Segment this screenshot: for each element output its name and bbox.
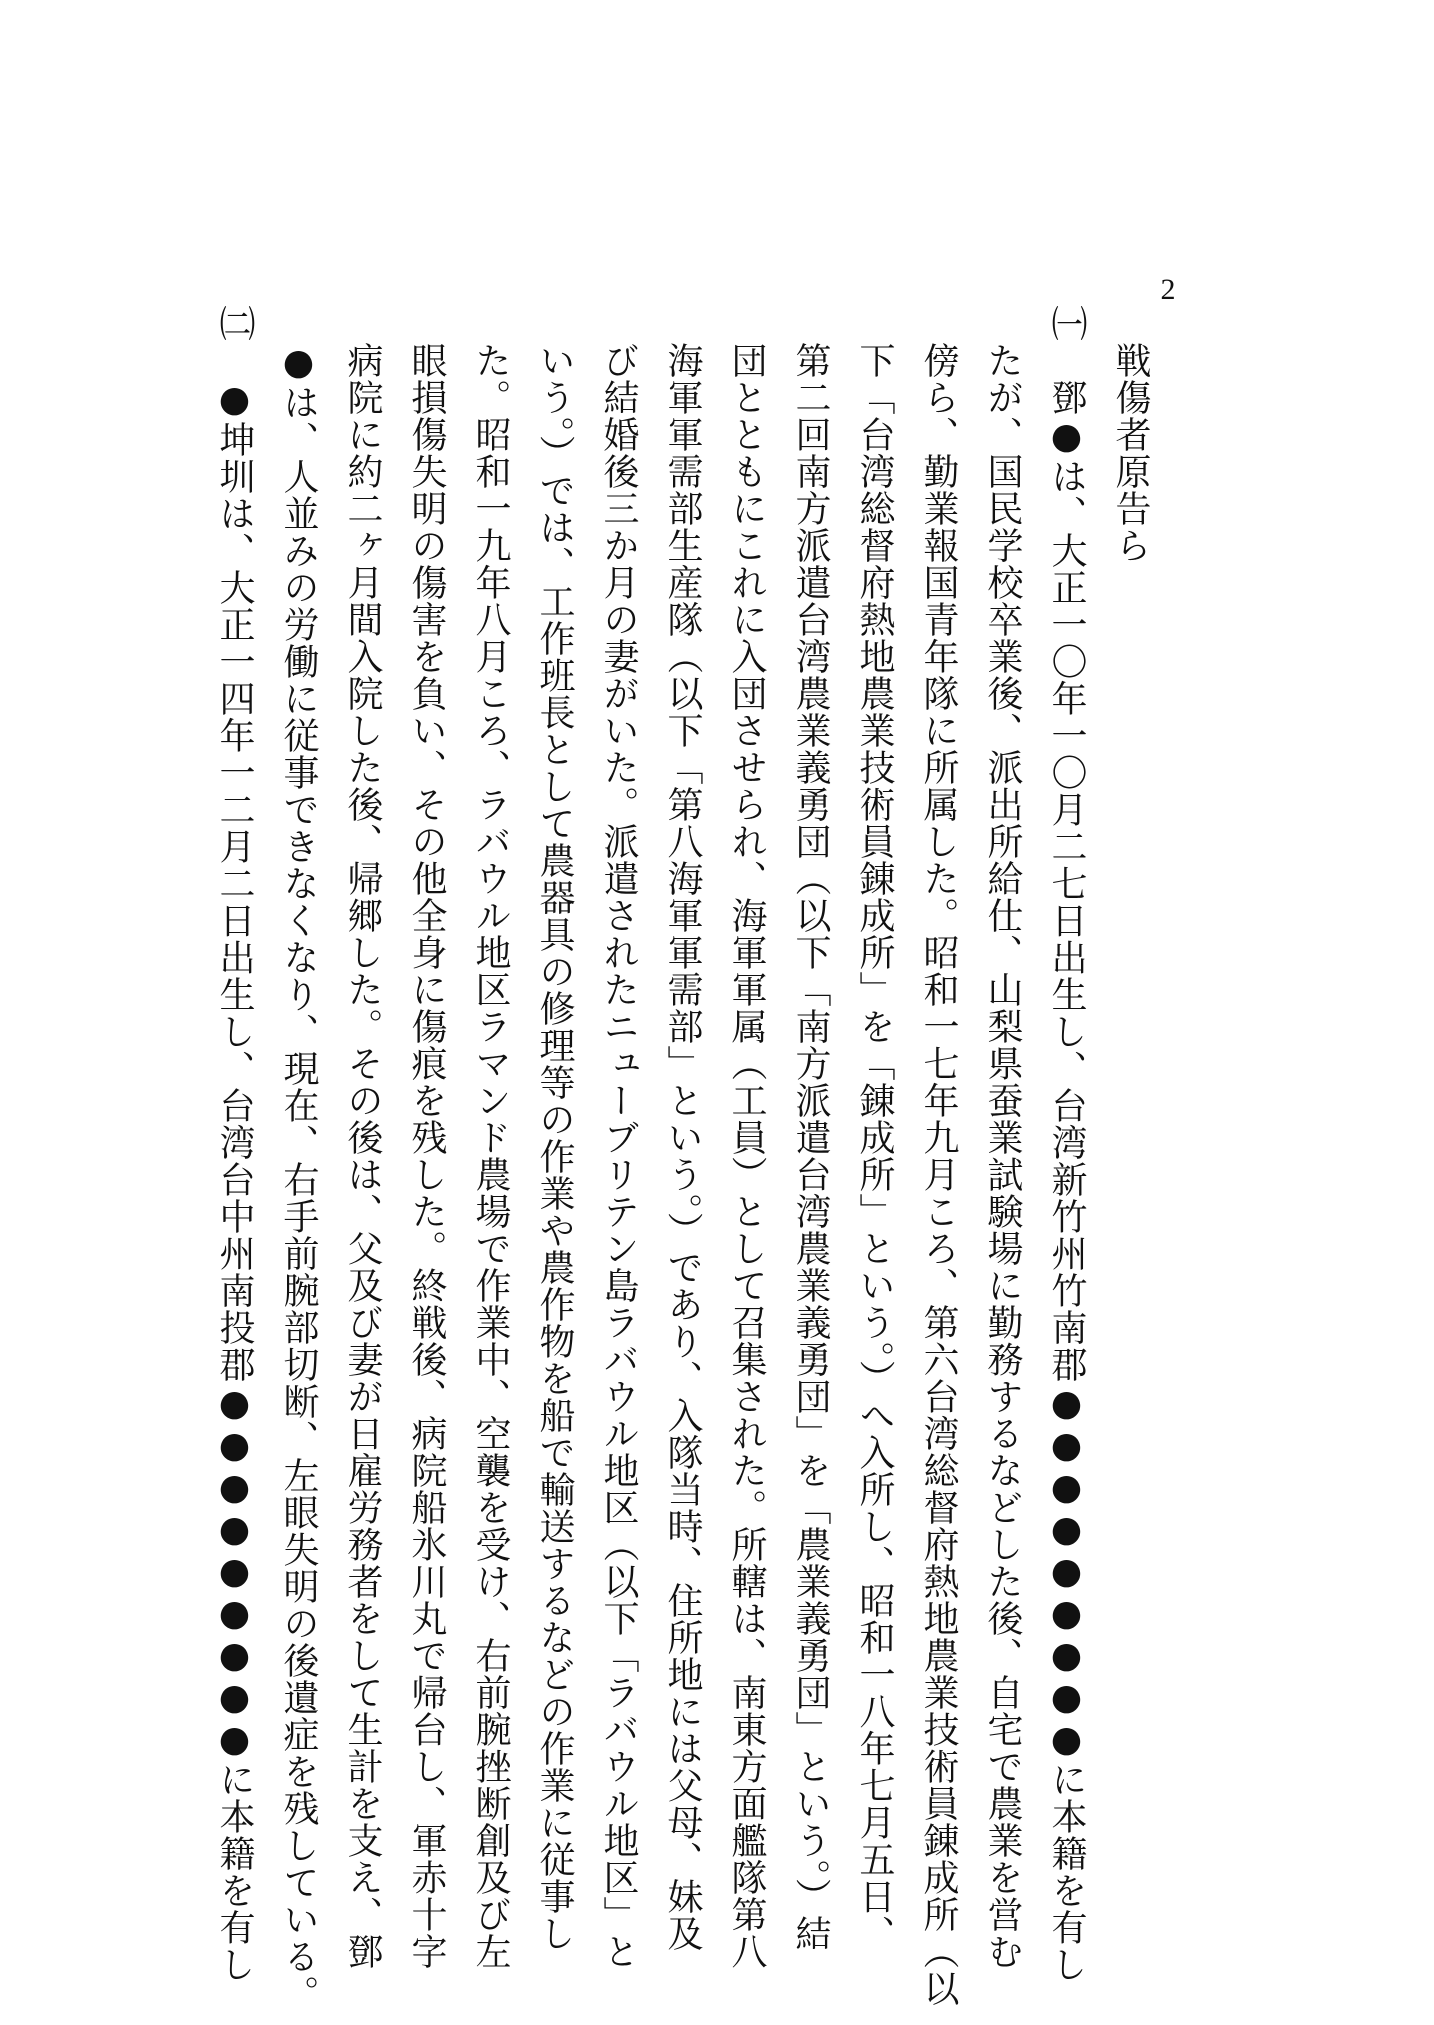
text-line: 戦傷者原告ら bbox=[1110, 305, 1151, 564]
text-line: ㈡ ●坤圳は、大正一四年一二月二日出生し、台湾台中州南投郡●●●●●●●●●に本籍を有し bbox=[214, 305, 255, 1983]
text-line: 団とともにこれに入団させられ、海軍軍属（工員）として召集された。所轄は、南東方面艦隊第八 bbox=[726, 305, 767, 1970]
text-line: いう。）では、工作班長として農器具の修理等の作業や農作物を船で輸送するなどの作業に従事し bbox=[534, 305, 575, 1952]
text-line: 眼損傷失明の傷害を負い、その他全身に傷痕を残した。終戦後、病院船氷川丸で帰台し、軍赤十字 bbox=[406, 305, 447, 1970]
text-line: び結婚後三か月の妻がいた。派遣されたニューブリテン島ラバウル地区（以下「ラバウル地区」と bbox=[598, 305, 639, 1970]
page-number: 2 bbox=[1160, 273, 1176, 306]
text-line: ㈠ 鄧●は、大正一〇年一〇月二七日出生し、台湾新竹州竹南郡●●●●●●●●●に本籍を有し bbox=[1046, 305, 1087, 1983]
text-line: た。昭和一九年八月ころ、ラバウル地区ラマンド農場で作業中、空襲を受け、右前腕挫断創及び左 bbox=[470, 305, 511, 1970]
text-line: 傍ら、勤業報国青年隊に所属した。昭和一七年九月ころ、第六台湾総督府熱地農業技術員錬成所（以 bbox=[918, 305, 959, 2007]
text-line: 海軍軍需部生産隊（以下「第八海軍軍需部」という。）であり、入隊当時、住所地には父母、妹及 bbox=[662, 305, 703, 1952]
document-text bbox=[214, 305, 1162, 2012]
text-line: 下「台湾総督府熱地農業技術員錬成所」を「錬成所」という。）へ入所し、昭和一八年七月五日、 bbox=[854, 305, 895, 1952]
text-line: ●は、人並みの労働に従事できなくなり、現在、右手前腕部切断、左眼失明の後遺症を残している。 bbox=[278, 305, 319, 2012]
text-line: 第二回南方派遣台湾農業義勇団（以下「南方派遣台湾農業義勇団」を「農業義勇団」という。）結 bbox=[790, 305, 831, 1952]
text-line: たが、国民学校卒業後、派出所給仕、山梨県蚕業試験場に勤務するなどした後、自宅で農業を営む bbox=[982, 305, 1023, 1970]
text-line: 病院に約二ヶ月間入院した後、帰郷した。その後は、父及び妻が日雇労務者をして生計を支え、鄧 bbox=[342, 305, 383, 1970]
